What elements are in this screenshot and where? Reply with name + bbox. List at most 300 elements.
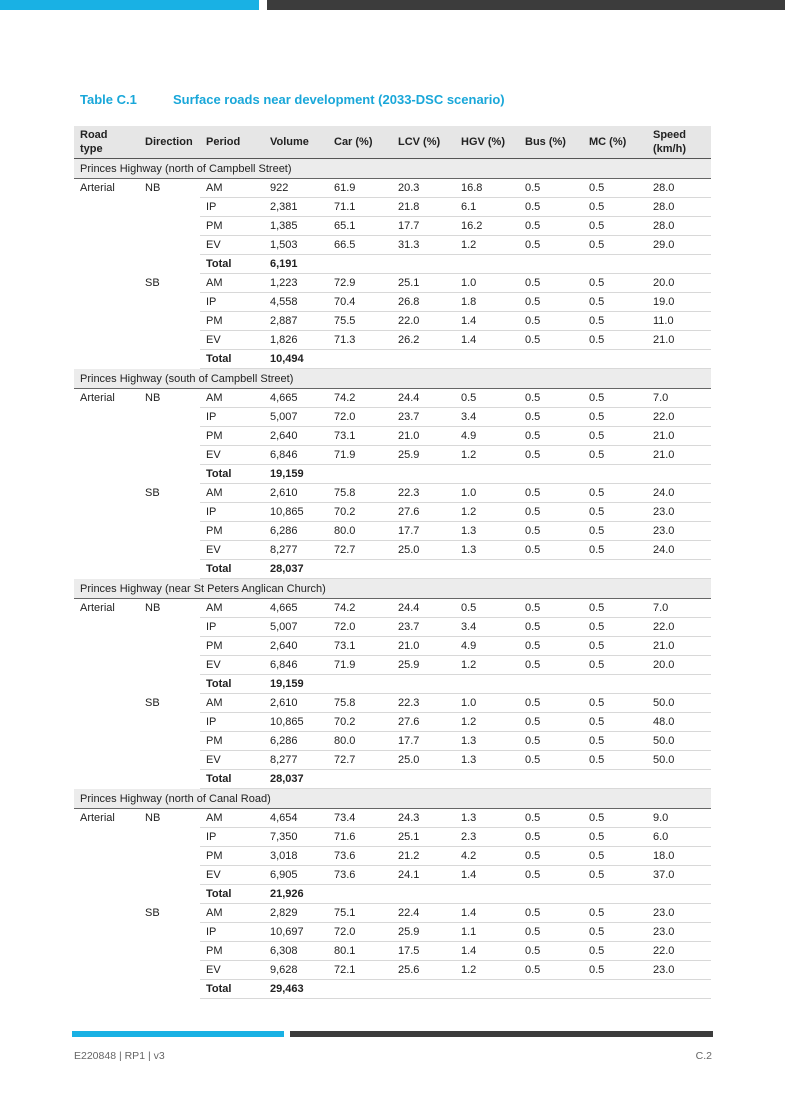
mc-pct-cell: 0.5 — [583, 599, 647, 618]
empty-cell — [519, 885, 583, 904]
bus-pct-cell: 0.5 — [519, 713, 583, 732]
table-header-row — [74, 126, 711, 159]
period-cell: EV — [200, 236, 264, 255]
road-type-cell — [74, 980, 139, 999]
car-pct-cell: 74.2 — [328, 389, 392, 408]
hgv-pct-cell: 1.0 — [455, 274, 519, 293]
total-label: Total — [200, 980, 264, 999]
speed-cell: 23.0 — [647, 961, 711, 980]
empty-cell — [392, 465, 455, 484]
empty-cell — [455, 675, 519, 694]
road-type-cell — [74, 446, 139, 465]
period-cell: PM — [200, 217, 264, 236]
period-cell: EV — [200, 961, 264, 980]
table-row — [74, 809, 711, 828]
col-period: Period — [200, 126, 264, 159]
total-row — [74, 980, 711, 999]
traffic-table — [74, 126, 711, 999]
road-type-cell — [74, 847, 139, 866]
volume-cell: 6,286 — [264, 732, 328, 751]
table-row — [74, 847, 711, 866]
direction-cell — [139, 828, 200, 847]
direction-cell — [139, 713, 200, 732]
road-type-cell — [74, 465, 139, 484]
lcv-pct-cell: 24.4 — [392, 599, 455, 618]
footer-accent-bar-grey — [290, 1031, 713, 1037]
car-pct-cell: 72.0 — [328, 618, 392, 637]
direction-cell: SB — [145, 697, 160, 709]
col-hgv: HGV (%) — [455, 126, 519, 159]
road-type-cell — [74, 942, 139, 961]
speed-cell: 22.0 — [647, 408, 711, 427]
total-row — [74, 255, 711, 274]
empty-cell — [647, 770, 711, 789]
period-cell: EV — [200, 541, 264, 560]
bus-pct-cell: 0.5 — [519, 427, 583, 446]
lcv-pct-cell: 17.7 — [392, 732, 455, 751]
empty-cell — [519, 465, 583, 484]
speed-cell: 29.0 — [647, 236, 711, 255]
empty-cell — [328, 980, 392, 999]
direction-cell: SB — [145, 487, 160, 499]
bus-pct-cell: 0.5 — [519, 732, 583, 751]
lcv-pct-cell: 25.1 — [392, 828, 455, 847]
mc-pct-cell: 0.5 — [583, 389, 647, 408]
period-cell: EV — [200, 866, 264, 885]
empty-cell — [519, 560, 583, 579]
lcv-pct-cell: 25.0 — [392, 751, 455, 770]
speed-cell: 18.0 — [647, 847, 711, 866]
volume-cell: 1,385 — [264, 217, 328, 236]
empty-cell — [519, 675, 583, 694]
road-type-cell: Arterial — [80, 392, 115, 405]
mc-pct-cell: 0.5 — [583, 312, 647, 331]
total-volume: 19,159 — [264, 675, 328, 694]
period-cell: AM — [200, 904, 264, 923]
lcv-pct-cell: 23.7 — [392, 408, 455, 427]
hgv-pct-cell: 1.1 — [455, 923, 519, 942]
direction-cell — [139, 885, 200, 904]
period-cell: AM — [200, 274, 264, 293]
car-pct-cell: 72.7 — [328, 541, 392, 560]
direction-cell — [139, 770, 200, 789]
volume-cell: 2,640 — [264, 427, 328, 446]
lcv-pct-cell: 17.7 — [392, 217, 455, 236]
direction-cell — [139, 331, 200, 350]
total-label: Total — [200, 560, 264, 579]
road-type-cell — [74, 885, 139, 904]
volume-cell: 4,665 — [264, 599, 328, 618]
section-header-row — [74, 579, 711, 599]
speed-cell: 6.0 — [647, 828, 711, 847]
speed-cell: 22.0 — [647, 942, 711, 961]
empty-cell — [647, 980, 711, 999]
direction-cell — [139, 560, 200, 579]
empty-cell — [392, 255, 455, 274]
road-type-cell — [74, 732, 139, 751]
period-cell: IP — [200, 618, 264, 637]
period-cell: PM — [200, 732, 264, 751]
bus-pct-cell: 0.5 — [519, 656, 583, 675]
volume-cell: 8,277 — [264, 751, 328, 770]
period-cell: AM — [200, 599, 264, 618]
table-row — [74, 923, 711, 942]
car-pct-cell: 73.1 — [328, 637, 392, 656]
empty-cell — [583, 560, 647, 579]
direction-cell — [139, 522, 200, 541]
road-type-cell — [74, 331, 139, 350]
empty-cell — [455, 770, 519, 789]
road-type-cell — [74, 618, 139, 637]
direction-cell: NB — [145, 602, 161, 615]
speed-cell: 37.0 — [647, 866, 711, 885]
bus-pct-cell: 0.5 — [519, 751, 583, 770]
empty-cell — [583, 255, 647, 274]
lcv-pct-cell: 23.7 — [392, 618, 455, 637]
hgv-pct-cell: 0.5 — [455, 599, 519, 618]
total-volume: 21,926 — [264, 885, 328, 904]
mc-pct-cell: 0.5 — [583, 866, 647, 885]
lcv-pct-cell: 21.8 — [392, 198, 455, 217]
lcv-pct-cell: 21.0 — [392, 427, 455, 446]
car-pct-cell: 73.1 — [328, 427, 392, 446]
empty-cell — [647, 675, 711, 694]
table-row — [74, 942, 711, 961]
period-cell: IP — [200, 408, 264, 427]
car-pct-cell: 66.5 — [328, 236, 392, 255]
hgv-pct-cell: 1.4 — [455, 331, 519, 350]
lcv-pct-cell: 24.3 — [392, 809, 455, 828]
total-volume: 10,494 — [264, 350, 328, 369]
empty-cell — [647, 560, 711, 579]
speed-cell: 23.0 — [647, 522, 711, 541]
table-caption — [80, 92, 505, 107]
empty-cell — [392, 560, 455, 579]
table-row — [74, 961, 711, 980]
table-body — [74, 159, 711, 999]
direction-cell: NB — [145, 812, 161, 825]
period-cell: IP — [200, 923, 264, 942]
car-pct-cell: 71.3 — [328, 331, 392, 350]
mc-pct-cell: 0.5 — [583, 732, 647, 751]
document-reference: E220848 | RP1 | v3 — [74, 1050, 165, 1062]
direction-cell — [139, 293, 200, 312]
section-header-row — [74, 369, 711, 389]
direction-cell — [139, 942, 200, 961]
mc-pct-cell: 0.5 — [583, 904, 647, 923]
hgv-pct-cell: 1.2 — [455, 446, 519, 465]
hgv-pct-cell: 1.3 — [455, 541, 519, 560]
volume-cell: 7,350 — [264, 828, 328, 847]
empty-cell — [455, 560, 519, 579]
period-cell: PM — [200, 942, 264, 961]
total-volume: 28,037 — [264, 770, 328, 789]
hgv-pct-cell: 4.9 — [455, 637, 519, 656]
volume-cell: 9,628 — [264, 961, 328, 980]
total-volume: 6,191 — [264, 255, 328, 274]
mc-pct-cell: 0.5 — [583, 637, 647, 656]
mc-pct-cell: 0.5 — [583, 427, 647, 446]
car-pct-cell: 65.1 — [328, 217, 392, 236]
mc-pct-cell: 0.5 — [583, 694, 647, 713]
hgv-pct-cell: 1.4 — [455, 312, 519, 331]
empty-cell — [392, 885, 455, 904]
empty-cell — [455, 980, 519, 999]
direction-cell: SB — [145, 277, 160, 289]
total-volume: 19,159 — [264, 465, 328, 484]
bus-pct-cell: 0.5 — [519, 312, 583, 331]
direction-cell — [139, 923, 200, 942]
hgv-pct-cell: 3.4 — [455, 408, 519, 427]
table-row — [74, 503, 711, 522]
road-type-cell — [74, 828, 139, 847]
period-cell: IP — [200, 503, 264, 522]
volume-cell: 1,826 — [264, 331, 328, 350]
period-cell: IP — [200, 293, 264, 312]
total-label: Total — [200, 350, 264, 369]
col-bus: Bus (%) — [519, 126, 583, 159]
direction-cell — [139, 427, 200, 446]
car-pct-cell: 75.5 — [328, 312, 392, 331]
period-cell: PM — [200, 522, 264, 541]
mc-pct-cell: 0.5 — [583, 179, 647, 198]
empty-cell — [328, 675, 392, 694]
speed-cell: 24.0 — [647, 484, 711, 503]
volume-cell: 2,381 — [264, 198, 328, 217]
table-row — [74, 541, 711, 560]
lcv-pct-cell: 21.2 — [392, 847, 455, 866]
speed-cell: 21.0 — [647, 637, 711, 656]
section-title: Princes Highway (near St Peters Anglican Church) — [74, 579, 711, 599]
lcv-pct-cell: 25.1 — [392, 274, 455, 293]
car-pct-cell: 70.4 — [328, 293, 392, 312]
hgv-pct-cell: 3.4 — [455, 618, 519, 637]
section-title: Princes Highway (south of Campbell Street) — [74, 369, 711, 389]
total-volume: 28,037 — [264, 560, 328, 579]
car-pct-cell: 73.4 — [328, 809, 392, 828]
road-type-cell — [74, 866, 139, 885]
section-header-row — [74, 159, 711, 179]
hgv-pct-cell: 1.8 — [455, 293, 519, 312]
speed-cell: 20.0 — [647, 656, 711, 675]
col-lcv: LCV (%) — [392, 126, 455, 159]
bus-pct-cell: 0.5 — [519, 809, 583, 828]
volume-cell: 5,007 — [264, 408, 328, 427]
empty-cell — [455, 885, 519, 904]
table-row — [74, 522, 711, 541]
table-row — [74, 293, 711, 312]
hgv-pct-cell: 1.2 — [455, 713, 519, 732]
mc-pct-cell: 0.5 — [583, 847, 647, 866]
period-cell: AM — [200, 484, 264, 503]
lcv-pct-cell: 21.0 — [392, 637, 455, 656]
car-pct-cell: 71.1 — [328, 198, 392, 217]
direction-cell — [139, 656, 200, 675]
table-row — [74, 904, 711, 923]
total-row — [74, 885, 711, 904]
hgv-pct-cell: 1.2 — [455, 236, 519, 255]
mc-pct-cell: 0.5 — [583, 522, 647, 541]
empty-cell — [455, 350, 519, 369]
hgv-pct-cell: 1.4 — [455, 942, 519, 961]
bus-pct-cell: 0.5 — [519, 522, 583, 541]
total-row — [74, 675, 711, 694]
mc-pct-cell: 0.5 — [583, 618, 647, 637]
volume-cell: 2,610 — [264, 694, 328, 713]
volume-cell: 10,865 — [264, 503, 328, 522]
mc-pct-cell: 0.5 — [583, 484, 647, 503]
empty-cell — [583, 770, 647, 789]
speed-cell: 28.0 — [647, 198, 711, 217]
mc-pct-cell: 0.5 — [583, 961, 647, 980]
speed-cell: 20.0 — [647, 274, 711, 293]
table-row — [74, 274, 711, 293]
car-pct-cell: 72.9 — [328, 274, 392, 293]
bus-pct-cell: 0.5 — [519, 408, 583, 427]
speed-cell: 11.0 — [647, 312, 711, 331]
road-type-cell — [74, 637, 139, 656]
lcv-pct-cell: 22.3 — [392, 484, 455, 503]
direction-cell — [139, 961, 200, 980]
empty-cell — [392, 675, 455, 694]
volume-cell: 4,558 — [264, 293, 328, 312]
period-cell: EV — [200, 446, 264, 465]
car-pct-cell: 72.7 — [328, 751, 392, 770]
road-type-cell — [74, 770, 139, 789]
mc-pct-cell: 0.5 — [583, 274, 647, 293]
hgv-pct-cell: 1.4 — [455, 904, 519, 923]
lcv-pct-cell: 20.3 — [392, 179, 455, 198]
period-cell: IP — [200, 198, 264, 217]
road-type-cell — [74, 350, 139, 369]
col-car: Car (%) — [328, 126, 392, 159]
road-type-cell — [74, 923, 139, 942]
table-row — [74, 751, 711, 770]
lcv-pct-cell: 26.2 — [392, 331, 455, 350]
volume-cell: 5,007 — [264, 618, 328, 637]
bus-pct-cell: 0.5 — [519, 217, 583, 236]
bus-pct-cell: 0.5 — [519, 637, 583, 656]
volume-cell: 2,640 — [264, 637, 328, 656]
table-number: Table C.1 — [80, 92, 137, 107]
table-row — [74, 427, 711, 446]
table-row — [74, 656, 711, 675]
direction-cell: NB — [145, 392, 161, 405]
volume-cell: 6,905 — [264, 866, 328, 885]
mc-pct-cell: 0.5 — [583, 446, 647, 465]
total-label: Total — [200, 675, 264, 694]
road-type-cell — [74, 560, 139, 579]
lcv-pct-cell: 25.9 — [392, 446, 455, 465]
car-pct-cell: 72.0 — [328, 408, 392, 427]
road-type-cell — [74, 503, 139, 522]
volume-cell: 6,846 — [264, 446, 328, 465]
table-row — [74, 866, 711, 885]
road-type-cell — [74, 274, 139, 293]
bus-pct-cell: 0.5 — [519, 446, 583, 465]
road-type-cell — [74, 427, 139, 446]
direction-cell — [139, 866, 200, 885]
table-row — [74, 713, 711, 732]
section-header-row — [74, 789, 711, 809]
direction-cell — [139, 503, 200, 522]
direction-cell — [139, 312, 200, 331]
road-type-cell: Arterial — [80, 812, 115, 825]
bus-pct-cell: 0.5 — [519, 866, 583, 885]
speed-cell: 19.0 — [647, 293, 711, 312]
direction-cell — [139, 618, 200, 637]
period-cell: EV — [200, 331, 264, 350]
period-cell: PM — [200, 312, 264, 331]
lcv-pct-cell: 25.9 — [392, 656, 455, 675]
total-label: Total — [200, 885, 264, 904]
volume-cell: 1,503 — [264, 236, 328, 255]
lcv-pct-cell: 24.4 — [392, 389, 455, 408]
table-row — [74, 599, 711, 618]
speed-cell: 28.0 — [647, 179, 711, 198]
road-type-cell — [74, 522, 139, 541]
speed-cell: 24.0 — [647, 541, 711, 560]
period-cell: EV — [200, 656, 264, 675]
empty-cell — [519, 770, 583, 789]
bus-pct-cell: 0.5 — [519, 618, 583, 637]
header-accent-bar-blue — [0, 0, 259, 10]
col-direction: Direction — [139, 126, 200, 159]
road-type-cell: Arterial — [80, 602, 115, 615]
speed-cell: 23.0 — [647, 904, 711, 923]
speed-cell: 23.0 — [647, 503, 711, 522]
direction-cell — [139, 408, 200, 427]
bus-pct-cell: 0.5 — [519, 961, 583, 980]
direction-cell — [139, 198, 200, 217]
speed-cell: 9.0 — [647, 809, 711, 828]
speed-cell: 22.0 — [647, 618, 711, 637]
road-type-cell — [74, 541, 139, 560]
direction-cell — [139, 847, 200, 866]
empty-cell — [519, 980, 583, 999]
period-cell: PM — [200, 847, 264, 866]
car-pct-cell: 73.6 — [328, 866, 392, 885]
table-row — [74, 389, 711, 408]
road-type-cell: Arterial — [80, 182, 115, 195]
road-type-cell — [74, 312, 139, 331]
hgv-pct-cell: 1.3 — [455, 522, 519, 541]
total-label: Total — [200, 770, 264, 789]
table-row — [74, 217, 711, 236]
lcv-pct-cell: 25.6 — [392, 961, 455, 980]
empty-cell — [583, 350, 647, 369]
car-pct-cell: 71.9 — [328, 656, 392, 675]
car-pct-cell: 75.8 — [328, 694, 392, 713]
volume-cell: 2,610 — [264, 484, 328, 503]
bus-pct-cell: 0.5 — [519, 694, 583, 713]
road-type-cell — [74, 904, 139, 923]
speed-cell: 48.0 — [647, 713, 711, 732]
lcv-pct-cell: 17.5 — [392, 942, 455, 961]
empty-cell — [328, 885, 392, 904]
car-pct-cell: 71.9 — [328, 446, 392, 465]
road-type-cell — [74, 293, 139, 312]
direction-cell — [139, 446, 200, 465]
speed-cell: 23.0 — [647, 923, 711, 942]
direction-cell — [139, 255, 200, 274]
total-volume: 29,463 — [264, 980, 328, 999]
section-title: Princes Highway (north of Canal Road) — [74, 789, 711, 809]
empty-cell — [328, 560, 392, 579]
col-mc: MC (%) — [583, 126, 647, 159]
empty-cell — [392, 770, 455, 789]
mc-pct-cell: 0.5 — [583, 331, 647, 350]
